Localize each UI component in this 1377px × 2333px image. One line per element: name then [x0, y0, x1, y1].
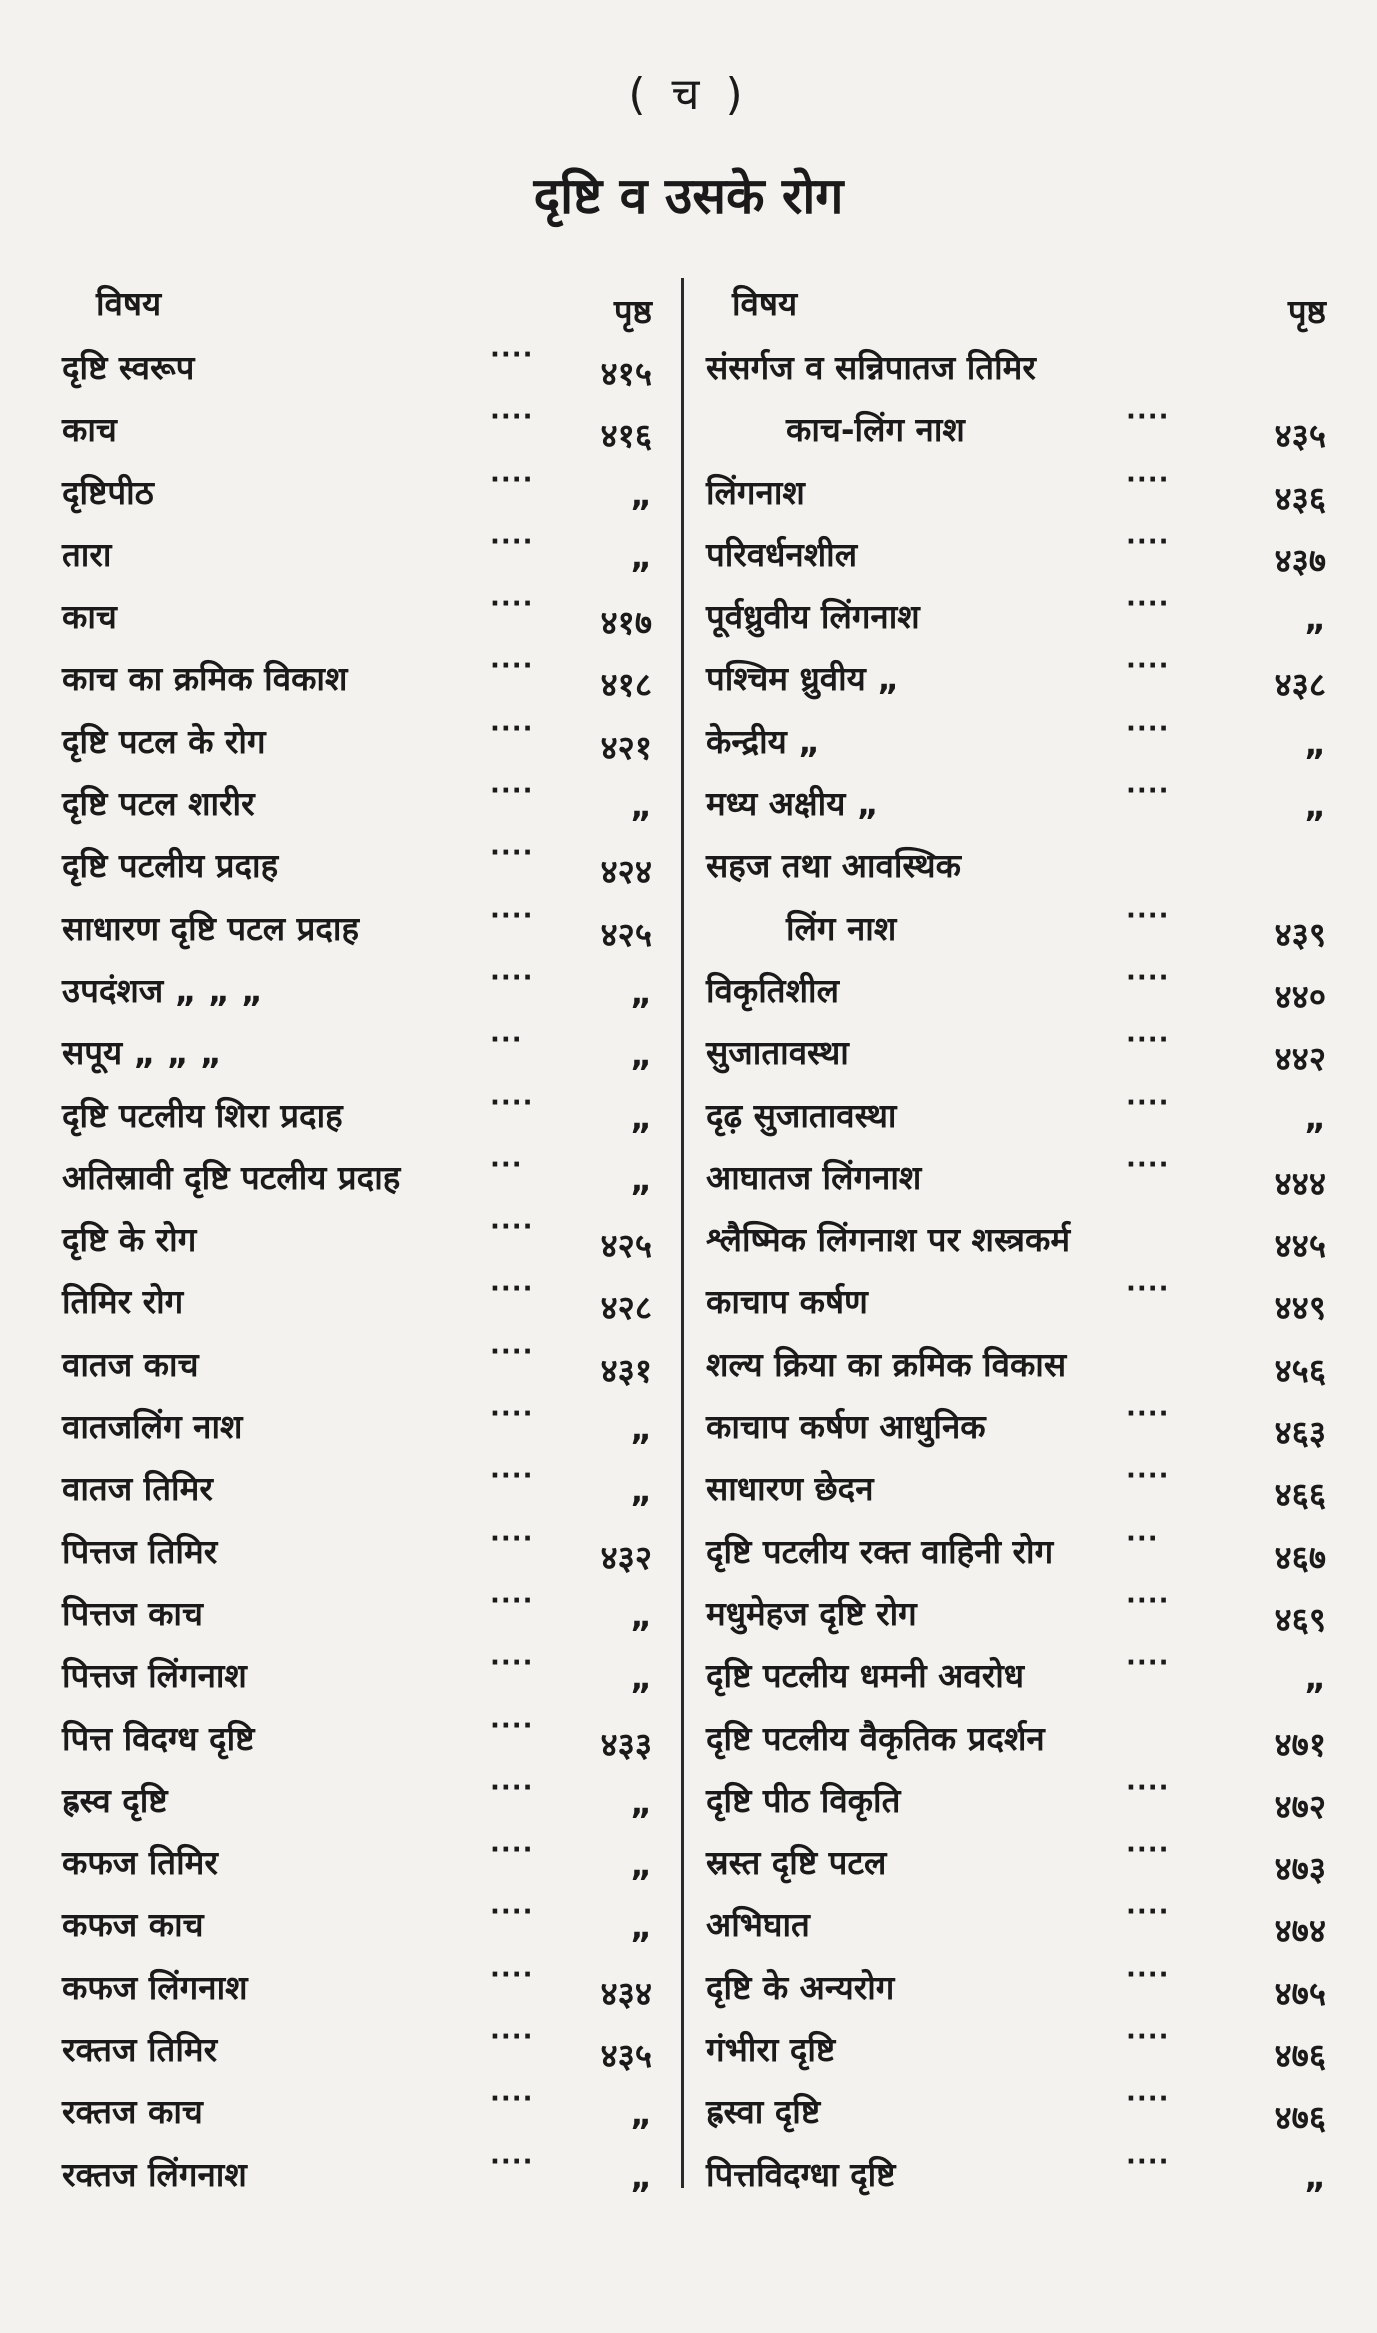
- entry-leader-dots: ····: [1126, 1025, 1170, 1056]
- entry-leader-dots: ····: [490, 651, 534, 682]
- column-divider: [681, 278, 684, 2188]
- entry-page-number: „: [1304, 1097, 1326, 1137]
- toc-entry: [706, 1829, 1336, 1891]
- entry-page-number: ४२१: [600, 727, 652, 767]
- entry-subject: श्लैष्मिक लिंगनाश पर शस्त्रकर्म: [706, 1220, 1071, 1260]
- entry-subject: साधारण छेदन: [706, 1469, 874, 1509]
- entry-page-number: ४३४: [600, 1973, 652, 2013]
- entry-page-number: „: [630, 2156, 652, 2196]
- entry-leader-dots: ···: [490, 1025, 523, 1056]
- toc-entry: [62, 957, 662, 1019]
- entry-page-number: „: [1304, 786, 1326, 826]
- entry-subject: परिवर्धनशील: [706, 534, 858, 574]
- entry-leader-dots: ····: [490, 1461, 534, 1492]
- entry-page-number: ४२५: [600, 914, 652, 954]
- toc-entry: [706, 396, 1336, 458]
- entry-subject: तारा: [62, 534, 112, 574]
- entry-subject: दृढ़ सुजातावस्था: [706, 1095, 897, 1135]
- toc-entry: [706, 1891, 1336, 1953]
- entry-page-number: ४२४: [600, 852, 652, 892]
- toc-entry: [62, 645, 662, 707]
- entry-subject: लिंग नाश: [786, 908, 897, 948]
- entry-leader-dots: ····: [490, 1648, 534, 1679]
- entry-leader-dots: ····: [490, 1835, 534, 1866]
- entry-leader-dots: ····: [1126, 2022, 1170, 2053]
- entry-page-number: „: [1304, 723, 1326, 763]
- entry-leader-dots: ····: [1126, 464, 1170, 495]
- entry-leader-dots: ····: [490, 713, 534, 744]
- entry-leader-dots: ····: [490, 1585, 534, 1616]
- entry-leader-dots: ····: [1126, 1959, 1170, 1990]
- toc-entry: [62, 708, 662, 770]
- toc-entry: [62, 770, 662, 832]
- toc-entry: [62, 1580, 662, 1642]
- entry-page-number: „: [1304, 1658, 1326, 1698]
- entry-subject: ह्रस्वा दृष्टि: [706, 2092, 821, 2132]
- toc-entry: [62, 1144, 662, 1206]
- entry-subject: दृष्टि पटल के रोग: [62, 721, 266, 761]
- toc-entry: [706, 957, 1336, 1019]
- toc-entry: [706, 1268, 1336, 1330]
- entry-subject: पित्त विदग्ध दृष्टि: [62, 1718, 255, 1758]
- entry-leader-dots: ····: [1126, 1648, 1170, 1679]
- entry-subject: आघातज लिंगनाश: [706, 1157, 922, 1197]
- entry-leader-dots: ····: [1126, 1461, 1170, 1492]
- toc-entry: [706, 334, 1336, 396]
- toc-entry: [62, 521, 662, 583]
- entry-page-number: ४४४: [1274, 1163, 1326, 1203]
- entry-subject: पित्तज लिंगनाश: [62, 1656, 247, 1696]
- entry-page-number: „: [630, 1409, 652, 1449]
- entry-subject: गंभीरा दृष्टि: [706, 2030, 836, 2070]
- entry-subject: तिमिर रोग: [62, 1282, 184, 1322]
- entry-leader-dots: ····: [490, 1274, 534, 1305]
- toc-entry: [706, 1393, 1336, 1455]
- entry-leader-dots: ····: [1126, 1835, 1170, 1866]
- toc-entry: [706, 708, 1336, 770]
- entry-page-number: ४६९: [1274, 1599, 1326, 1639]
- entry-subject: काचाप कर्षण आधुनिक: [706, 1407, 986, 1447]
- entry-subject: पित्तज काच: [62, 1593, 203, 1633]
- entry-subject: दृष्टि पटल शारीर: [62, 784, 255, 824]
- entry-subject: दृष्टि के रोग: [62, 1220, 197, 1260]
- subject-header: विषय: [732, 284, 798, 323]
- toc-entry: [706, 1767, 1336, 1829]
- entry-page-number: „: [630, 1782, 652, 1822]
- entry-subject: काच: [62, 410, 117, 450]
- entry-subject: दृष्टि पटलीय धमनी अवरोध: [706, 1656, 1025, 1696]
- toc-entry: [706, 1705, 1336, 1767]
- right-column-header: [706, 270, 1336, 334]
- entry-page-number: ४६३: [1274, 1413, 1326, 1453]
- entry-leader-dots: ····: [1126, 1585, 1170, 1616]
- entry-page-number: ४४०: [1274, 976, 1326, 1016]
- entry-page-number: ४१८: [600, 665, 652, 705]
- entry-subject: काच का क्रमिक विकाश: [62, 659, 348, 699]
- entry-leader-dots: ····: [1126, 1897, 1170, 1928]
- entry-subject: काच-लिंग नाश: [786, 410, 965, 450]
- page-header: पृष्ठ: [1287, 292, 1326, 331]
- entry-page-number: ४३२: [600, 1537, 652, 1577]
- entry-leader-dots: ····: [490, 589, 534, 620]
- entry-subject: दृष्टि स्वरूप: [62, 348, 195, 387]
- entry-page-number: ४१६: [600, 416, 652, 456]
- entry-page-number: ४७६: [1274, 2098, 1326, 2138]
- entry-subject: संसर्गज व सन्निपातज तिमिर: [706, 348, 1036, 387]
- entry-page-number: „: [1304, 2156, 1326, 2196]
- entry-subject: अभिघात: [706, 1905, 810, 1945]
- toc-entry: [706, 1019, 1336, 1081]
- entry-leader-dots: ····: [1126, 2084, 1170, 2115]
- toc-entry: [706, 1331, 1336, 1393]
- toc-entry: [706, 832, 1336, 894]
- entry-page-number: „: [1304, 599, 1326, 639]
- entry-subject: दृष्टि के अन्यरोग: [706, 1967, 895, 2007]
- toc-entry: [62, 1393, 662, 1455]
- entry-leader-dots: ····: [490, 1399, 534, 1430]
- entry-page-number: ४३३: [600, 1724, 652, 1764]
- entry-subject: पश्चिम ध्रुवीय „: [706, 659, 900, 699]
- entry-page-number: „: [630, 1471, 652, 1511]
- page-number: ( च ): [628, 69, 749, 120]
- entry-leader-dots: ····: [490, 526, 534, 557]
- toc-entry: [62, 1206, 662, 1268]
- entry-subject: दृष्टि पटलीय प्रदाह: [62, 846, 279, 886]
- toc-entry: [706, 770, 1336, 832]
- entry-subject: अतिस्रावी दृष्टि पटलीय प्रदाह: [62, 1157, 401, 1197]
- toc-entry: [706, 1144, 1336, 1206]
- entry-page-number: ४४२: [1274, 1039, 1326, 1079]
- entry-page-number: „: [630, 1658, 652, 1698]
- toc-entry: [706, 2016, 1336, 2078]
- entry-page-number: ४३६: [1274, 478, 1326, 518]
- entry-leader-dots: ····: [1126, 2146, 1170, 2177]
- toc-entry: [62, 1082, 662, 1144]
- entry-page-number: ४७५: [1274, 1973, 1326, 2013]
- entry-leader-dots: ····: [490, 1523, 534, 1554]
- entry-subject: साधारण दृष्टि पटल प्रदाह: [62, 908, 359, 948]
- entry-subject: वातज काच: [62, 1344, 199, 1384]
- entry-page-number: „: [630, 1035, 652, 1075]
- entry-leader-dots: ····: [1126, 1772, 1170, 1803]
- entry-subject: स्रस्त दृष्टि पटल: [706, 1843, 887, 1883]
- toc-entry: [62, 832, 662, 894]
- entry-page-number: „: [630, 474, 652, 514]
- entry-subject: विकृतिशील: [706, 970, 839, 1010]
- toc-entry: [706, 459, 1336, 521]
- entry-page-number: ४७३: [1274, 1849, 1326, 1889]
- entry-page-number: „: [630, 2094, 652, 2134]
- toc-entry: [706, 1206, 1336, 1268]
- toc-entry: [62, 2141, 662, 2203]
- right-column: [706, 270, 1336, 2203]
- toc-entry: [706, 521, 1336, 583]
- entry-leader-dots: ····: [490, 1772, 534, 1803]
- entry-page-number: „: [630, 536, 652, 576]
- toc-entry: [706, 1580, 1336, 1642]
- entry-leader-dots: ····: [490, 776, 534, 807]
- toc-entry: [62, 1891, 662, 1953]
- entry-subject: सुजातावस्था: [706, 1033, 849, 1073]
- entry-subject: रक्तज काच: [62, 2092, 203, 2132]
- entry-page-number: ४१५: [600, 354, 652, 393]
- entry-leader-dots: ····: [490, 1336, 534, 1367]
- toc-entry: [62, 1455, 662, 1517]
- entry-leader-dots: ····: [1126, 962, 1170, 993]
- toc-entry: [62, 895, 662, 957]
- toc-entry: [706, 895, 1336, 957]
- entry-leader-dots: ····: [1126, 900, 1170, 931]
- entry-leader-dots: ····: [490, 464, 534, 495]
- right-entry-list: [706, 334, 1336, 2203]
- entry-subject: सपूय „ „ „: [62, 1033, 222, 1073]
- entry-subject: कफज लिंगनाश: [62, 1967, 248, 2007]
- toc-entry: [706, 1518, 1336, 1580]
- entry-leader-dots: ····: [490, 2022, 534, 2053]
- entry-leader-dots: ····: [1126, 589, 1170, 620]
- entry-subject: वातजलिंग नाश: [62, 1407, 243, 1447]
- entry-leader-dots: ····: [1126, 713, 1170, 744]
- entry-leader-dots: ····: [1126, 651, 1170, 682]
- entry-subject: सहज तथा आवस्थिक: [706, 846, 961, 886]
- entry-subject: मध्य अक्षीय „: [706, 784, 879, 824]
- entry-page-number: ४२५: [600, 1226, 652, 1266]
- entry-subject: कफज तिमिर: [62, 1843, 218, 1883]
- entry-page-number: ४३७: [1274, 540, 1326, 580]
- entry-subject: ह्रस्व दृष्टि: [62, 1780, 168, 1820]
- page-header: पृष्ठ: [613, 292, 652, 331]
- entry-subject: दृष्टिपीठ: [62, 472, 154, 512]
- entry-page-number: „: [630, 1097, 652, 1137]
- entry-subject: रक्तज लिंगनाश: [62, 2154, 247, 2194]
- toc-entry: [62, 1331, 662, 1393]
- entry-leader-dots: ····: [1126, 1274, 1170, 1305]
- page-title: दृष्टि व उसके रोग: [533, 167, 844, 225]
- entry-subject: वातज तिमिर: [62, 1469, 213, 1509]
- entry-subject: काच: [62, 597, 117, 637]
- toc-entry: [62, 1705, 662, 1767]
- entry-page-number: „: [630, 1845, 652, 1885]
- entry-page-number: ४४५: [1274, 1226, 1326, 1266]
- entry-page-number: ४३५: [600, 2036, 652, 2076]
- entry-subject: दृष्टि पीठ विकृति: [706, 1780, 901, 1820]
- entry-page-number: ४६७: [1274, 1537, 1326, 1577]
- entry-page-number: „: [630, 1907, 652, 1947]
- entry-page-number: „: [630, 1595, 652, 1635]
- entry-page-number: ४३९: [1274, 914, 1326, 954]
- toc-entry: [62, 1642, 662, 1704]
- entry-subject: मधुमेहज दृष्टि रोग: [706, 1593, 917, 1633]
- left-entry-list: [62, 334, 662, 2203]
- toc-entry: [706, 2078, 1336, 2140]
- entry-page-number: ४२८: [600, 1288, 652, 1328]
- entry-page-number: ४५६: [1274, 1350, 1326, 1390]
- entry-leader-dots: ····: [1126, 1149, 1170, 1180]
- toc-entry: [706, 2141, 1336, 2203]
- entry-leader-dots: ····: [490, 838, 534, 869]
- toc-entry: [62, 1518, 662, 1580]
- toc-entry: [62, 1829, 662, 1891]
- entry-subject: पित्तज तिमिर: [62, 1531, 218, 1571]
- entry-subject: दृष्टि पटलीय रक्त वाहिनी रोग: [706, 1531, 1054, 1571]
- entry-leader-dots: ····: [490, 402, 534, 433]
- left-column: [62, 270, 662, 2203]
- entry-leader-dots: ····: [1126, 402, 1170, 433]
- entry-leader-dots: ····: [490, 962, 534, 993]
- entry-leader-dots: ····: [490, 340, 534, 370]
- entry-leader-dots: ···: [490, 1149, 523, 1180]
- entry-page-number: ४६६: [1274, 1475, 1326, 1515]
- toc-entry: [706, 1455, 1336, 1517]
- entry-page-number: ४७१: [1274, 1724, 1326, 1764]
- entry-leader-dots: ····: [490, 1710, 534, 1741]
- entry-page-number: ४१७: [600, 603, 652, 643]
- entry-leader-dots: ····: [490, 900, 534, 931]
- toc-entry: [62, 583, 662, 645]
- toc-entry: [62, 2016, 662, 2078]
- entry-page-number: ४३१: [600, 1350, 652, 1390]
- entry-subject: कफज काच: [62, 1905, 204, 1945]
- entry-subject: पूर्वध्रुवीय लिंगनाश: [706, 597, 920, 637]
- entry-page-number: ४३५: [1274, 416, 1326, 456]
- entry-leader-dots: ····: [490, 1087, 534, 1118]
- entry-subject: शल्य क्रिया का क्रमिक विकास: [706, 1344, 1067, 1384]
- entry-page-number: ४७२: [1274, 1786, 1326, 1826]
- left-column-header: [62, 270, 662, 334]
- entry-leader-dots: ····: [490, 1212, 534, 1243]
- entry-leader-dots: ···: [1126, 1523, 1159, 1554]
- toc-entry: [62, 1019, 662, 1081]
- toc-entry: [62, 1767, 662, 1829]
- entry-leader-dots: ····: [1126, 776, 1170, 807]
- entry-leader-dots: ····: [490, 1897, 534, 1928]
- entry-subject: काचाप कर्षण: [706, 1282, 868, 1322]
- entry-subject: दृष्टि पटलीय वैकृतिक प्रदर्शन: [706, 1718, 1045, 1758]
- toc-entry: [62, 459, 662, 521]
- entry-page-number: „: [630, 786, 652, 826]
- entry-page-number: ४४९: [1274, 1288, 1326, 1328]
- entry-page-number: „: [630, 1159, 652, 1199]
- entry-page-number: ४७६: [1274, 2036, 1326, 2076]
- entry-leader-dots: ····: [490, 2146, 534, 2177]
- entry-leader-dots: ····: [490, 2084, 534, 2115]
- entry-subject: लिंगनाश: [706, 472, 805, 512]
- toc-entry: [706, 1082, 1336, 1144]
- entry-subject: केन्द्रीय „: [706, 721, 820, 761]
- entry-page-number: „: [630, 972, 652, 1012]
- entry-leader-dots: ····: [1126, 1399, 1170, 1430]
- toc-entry: [706, 1642, 1336, 1704]
- toc-entry: [62, 1954, 662, 2016]
- toc-entry: [706, 645, 1336, 707]
- entry-subject: पित्तविदग्धा दृष्टि: [706, 2154, 896, 2194]
- toc-entry: [706, 583, 1336, 645]
- entry-leader-dots: ····: [1126, 1087, 1170, 1118]
- entry-subject: दृष्टि पटलीय शिरा प्रदाह: [62, 1095, 343, 1135]
- entry-page-number: ४३८: [1274, 665, 1326, 705]
- toc-entry: [62, 1268, 662, 1330]
- toc-entry: [62, 396, 662, 458]
- toc-entry: [706, 1954, 1336, 2016]
- entry-subject: उपदंशज „ „ „: [62, 970, 263, 1010]
- entry-leader-dots: ····: [1126, 526, 1170, 557]
- entry-subject: रक्तज तिमिर: [62, 2030, 218, 2070]
- subject-header: विषय: [96, 284, 162, 323]
- toc-entry: [62, 2078, 662, 2140]
- entry-page-number: ४७४: [1274, 1911, 1326, 1951]
- toc-entry: [62, 334, 662, 396]
- entry-leader-dots: ····: [490, 1959, 534, 1990]
